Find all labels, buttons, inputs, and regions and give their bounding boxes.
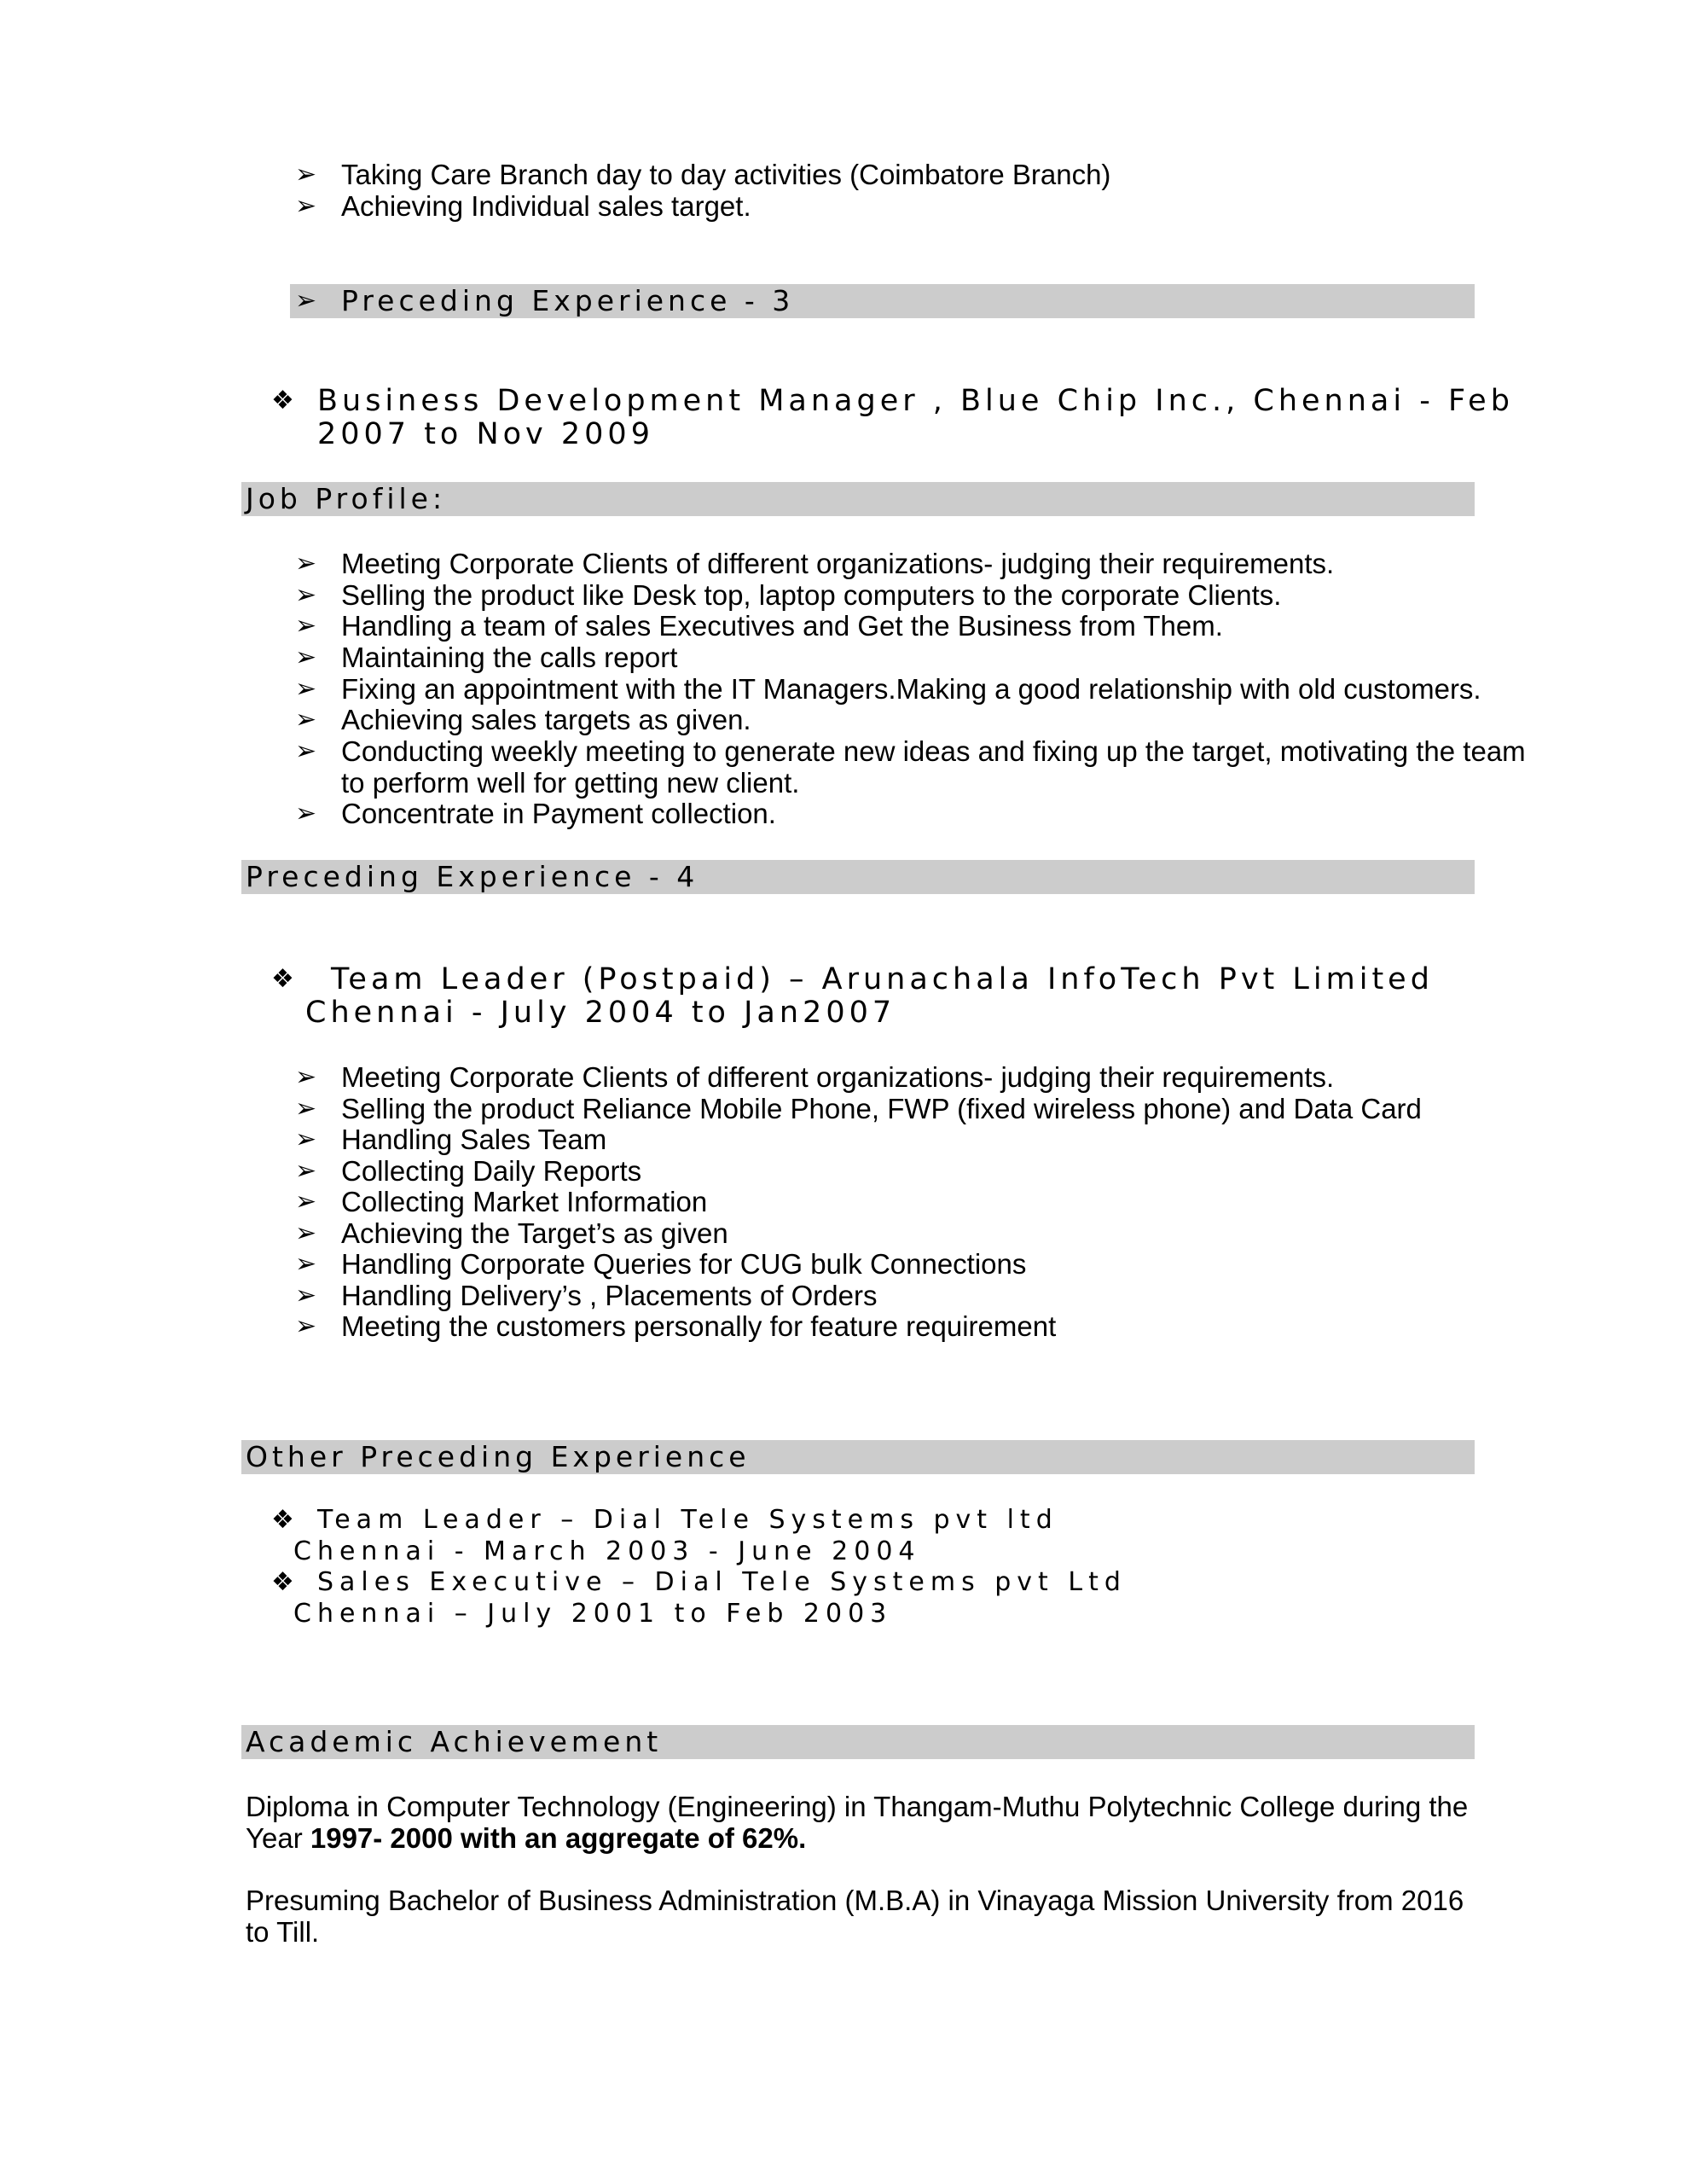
arrow-bullet-icon: ➢ <box>295 160 317 189</box>
arrow-bullet-icon: ➢ <box>295 580 317 610</box>
arrow-bullet-icon: ➢ <box>295 1094 317 1124</box>
bdm-bullet: Concentrate in Payment collection. <box>341 798 776 829</box>
section-title-academic: Academic Achievement <box>246 1725 663 1758</box>
bdm-bullet: Achieving sales targets as given. <box>341 704 751 735</box>
bdm-bullet: Fixing an appointment with the IT Managers.Making a good relationship with old customers. <box>341 673 1481 705</box>
diamond-bullet-icon: ❖ <box>271 1567 294 1597</box>
other-exp-title: Team Leader – Dial Tele Systems pvt ltd <box>317 1505 1058 1535</box>
tl-bullet: Achieving the Target’s as given <box>341 1217 728 1249</box>
other-exp-title: Sales Executive – Dial Tele Systems pvt Ltd <box>317 1567 1127 1597</box>
arrow-bullet-icon: ➢ <box>295 1249 317 1279</box>
arrow-bullet-icon: ➢ <box>295 705 317 735</box>
bdm-bullet: Conducting weekly meeting to generate new ideas and fixing up the target, motivating the team <box>341 735 1526 767</box>
arrow-bullet-icon: ➢ <box>295 549 317 578</box>
arrow-bullet-icon: ➢ <box>295 1311 317 1341</box>
tl-bullet: Handling Sales Team <box>341 1124 607 1155</box>
diamond-bullet-icon: ❖ <box>271 1505 294 1535</box>
arrow-bullet-icon: ➢ <box>295 736 317 766</box>
arrow-bullet-icon: ➢ <box>295 642 317 672</box>
section-title-exp3: Preceding Experience - 3 <box>341 284 795 317</box>
tl-bullet: Collecting Daily Reports <box>341 1155 642 1187</box>
arrow-bullet-icon: ➢ <box>295 286 317 316</box>
bdm-bullet: Handling a team of sales Executives and Get the Business from Them. <box>341 610 1223 642</box>
tl-bullet: Collecting Market Information <box>341 1186 708 1217</box>
arrow-bullet-icon: ➢ <box>295 1062 317 1092</box>
bdm-bullet-continuation: to perform well for getting new client. <box>341 767 800 799</box>
other-exp-dates: Chennai - March 2003 - June 2004 <box>293 1536 921 1566</box>
section-title-exp4: Preceding Experience - 4 <box>246 860 699 893</box>
academic-diploma-text: Diploma in Computer Technology (Engineering) in Thangam-Muthu Polytechnic College during the Year <box>246 1791 1469 1854</box>
academic-diploma-bold: 1997- 2000 with an aggregate of 62%. <box>310 1822 807 1854</box>
bdm-bullet: Meeting Corporate Clients of different organizations- judging their requirements. <box>341 548 1335 579</box>
role-dates-bdm: 2007 to Nov 2009 <box>317 417 654 451</box>
role-title-bdm: Business Development Manager , Blue Chip Inc., Chennai - Feb <box>317 384 1514 418</box>
arrow-bullet-icon: ➢ <box>295 674 317 704</box>
tl-bullet: Meeting Corporate Clients of different organizations- judging their requirements. <box>341 1061 1335 1093</box>
arrow-bullet-icon: ➢ <box>295 1156 317 1186</box>
arrow-bullet-icon: ➢ <box>295 1187 317 1217</box>
tl-bullet: Handling Delivery’s , Placements of Orders <box>341 1280 878 1311</box>
section-title-other: Other Preceding Experience <box>246 1440 751 1473</box>
role-title-tl: Team Leader (Postpaid) – Arunachala InfoTech Pvt Limited <box>331 962 1434 996</box>
tl-bullet: Selling the product Reliance Mobile Phone, FWP (fixed wireless phone) and Data Card <box>341 1093 1422 1124</box>
section-title-job-profile: Job Profile: <box>246 482 447 515</box>
diamond-bullet-icon: ❖ <box>271 964 294 994</box>
tl-bullet: Handling Corporate Queries for CUG bulk Connections <box>341 1248 1027 1280</box>
intro-bullet: Achieving Individual sales target. <box>341 190 751 222</box>
other-exp-dates: Chennai – July 2001 to Feb 2003 <box>293 1599 893 1629</box>
bdm-bullet: Maintaining the calls report <box>341 642 678 673</box>
diamond-bullet-icon: ❖ <box>271 386 294 415</box>
academic-mba: Presuming Bachelor of Business Administration (M.B.A) in Vinayaga Mission University from 2016 to Till. <box>246 1885 1464 1948</box>
arrow-bullet-icon: ➢ <box>295 1218 317 1248</box>
arrow-bullet-icon: ➢ <box>295 1281 317 1310</box>
academic-diploma <box>246 1791 1474 1854</box>
intro-bullet: Taking Care Branch day to day activities (Coimbatore Branch) <box>341 159 1111 190</box>
role-dates-tl: Chennai - July 2004 to Jan2007 <box>305 996 896 1030</box>
arrow-bullet-icon: ➢ <box>295 1124 317 1154</box>
tl-bullet: Meeting the customers personally for feature requirement <box>341 1310 1057 1342</box>
arrow-bullet-icon: ➢ <box>295 191 317 221</box>
arrow-bullet-icon: ➢ <box>295 611 317 641</box>
bdm-bullet: Selling the product like Desk top, laptop computers to the corporate Clients. <box>341 579 1282 611</box>
arrow-bullet-icon: ➢ <box>295 799 317 828</box>
